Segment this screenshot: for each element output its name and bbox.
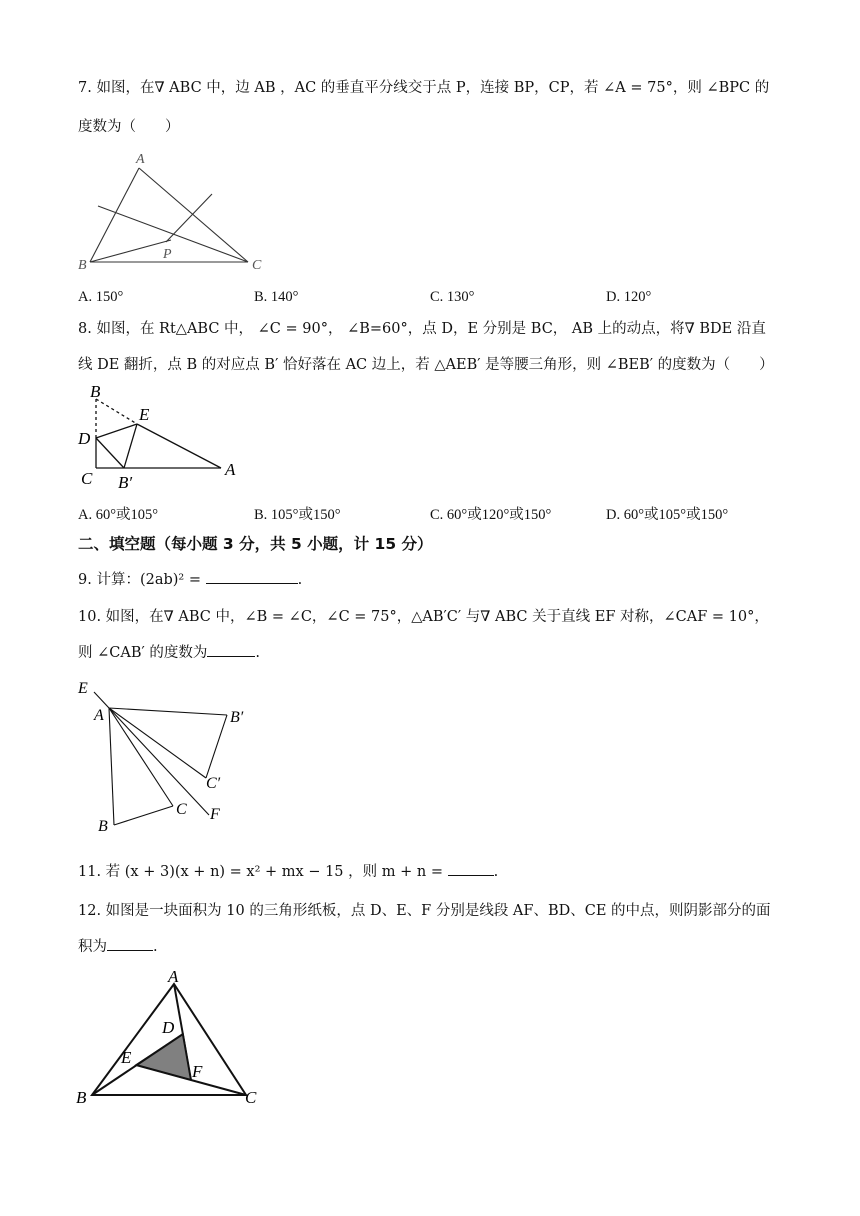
q7-option-b[interactable]: B. 140°	[254, 289, 299, 305]
q10-line2: 则 ∠CAB′ 的度数为	[78, 645, 208, 661]
q8-label-B: B	[90, 382, 101, 401]
q10-label-F: F	[210, 806, 220, 823]
q11-question	[78, 861, 790, 881]
q12-end: .	[153, 939, 158, 955]
q10-question-line2	[78, 642, 790, 662]
q12-question-line2	[78, 936, 790, 956]
q8-label-Bprime: B′	[118, 473, 133, 492]
q8-label-A: A	[225, 460, 236, 479]
q8-figure	[76, 380, 256, 492]
q10-label-C: C	[176, 801, 187, 818]
q10-line1: 10. 如图，在∇ ABC 中，∠B = ∠C，∠C = 75°，△AB′C′ 与∇ ABC 关于直线 EF 对称，∠CAF = 10°，	[78, 609, 769, 625]
q10-figure	[76, 676, 256, 836]
q11-text: 11. 若 (x + 3)(x + n) = x² + mx − 15 ，则 m + n =	[78, 864, 448, 880]
q8-option-c[interactable]: C. 60°或120°或150°	[430, 507, 552, 523]
q9-question	[78, 569, 790, 589]
q8-option-b[interactable]: B. 105°或150°	[254, 507, 341, 523]
q10-label-A: A	[94, 707, 104, 724]
q7-option-c[interactable]: C. 130°	[430, 289, 475, 305]
q10-answer-blank[interactable]	[207, 642, 255, 657]
q7-figure	[76, 148, 276, 278]
q9-text: 9. 计算：(2ab)² =	[78, 572, 206, 588]
q12-label-A: A	[168, 967, 179, 986]
q7-line2: 度数为（ ）	[78, 119, 180, 135]
q12-label-E: E	[121, 1048, 132, 1067]
q7-label-A: A	[136, 152, 145, 167]
q12-label-B: B	[76, 1088, 87, 1107]
q7-label-C: C	[252, 258, 262, 273]
section-heading: 二、填空题（每小题 3 分，共 5 小题，计 15 分）	[78, 535, 433, 553]
q7-label-P: P	[163, 247, 172, 262]
q12-label-D: D	[162, 1018, 175, 1037]
q12-label-F: F	[192, 1062, 203, 1081]
q8-label-D: D	[78, 429, 91, 448]
q10-end: .	[255, 645, 260, 661]
q8-label-C: C	[81, 469, 93, 488]
q12-line2: 积为	[78, 939, 107, 955]
q12-line1: 12. 如图是一块面积为 10 的三角形纸板，点 D、E、F 分别是线段 AF、BD、CE 的中点，则阴影部分的面	[78, 903, 771, 919]
q12-figure	[74, 964, 274, 1110]
q12-label-C: C	[245, 1088, 257, 1107]
q10-label-Bprime: B′	[230, 709, 244, 726]
q8-option-d[interactable]: D. 60°或105°或150°	[606, 507, 729, 523]
q7-option-a[interactable]: A. 150°	[78, 289, 124, 305]
q12-answer-blank[interactable]	[107, 936, 153, 951]
q8-label-E: E	[139, 405, 150, 424]
q10-label-B: B	[98, 818, 108, 835]
q9-end: .	[297, 572, 303, 588]
q11-end: .	[493, 864, 499, 880]
q9-answer-blank[interactable]	[206, 569, 298, 584]
q10-label-Cprime: C′	[206, 775, 221, 792]
q8-line2: 线 DE 翻折，点 B 的对应点 B′ 恰好落在 AC 边上，若 △AEB′ 是等腰三角形，则 ∠BEB′ 的度数为（ ）	[78, 357, 774, 373]
q8-line1: 8. 如图，在 Rt△ABC 中， ∠C = 90°， ∠B=60°，点 D，E 分别是 BC， AB 上的动点，将∇ BDE 沿直	[78, 321, 766, 337]
q7-label-B: B	[78, 258, 87, 273]
q8-option-a[interactable]: A. 60°或105°	[78, 507, 159, 523]
q7-option-d[interactable]: D. 120°	[606, 289, 652, 305]
q10-label-E: E	[78, 680, 88, 697]
q7-line1: 7. 如图，在∇ ABC 中，边 AB ，AC 的垂直平分线交于点 P，连接 BP，CP，若 ∠A = 75°，则 ∠BPC 的	[78, 80, 770, 96]
q11-answer-blank[interactable]	[448, 861, 494, 876]
